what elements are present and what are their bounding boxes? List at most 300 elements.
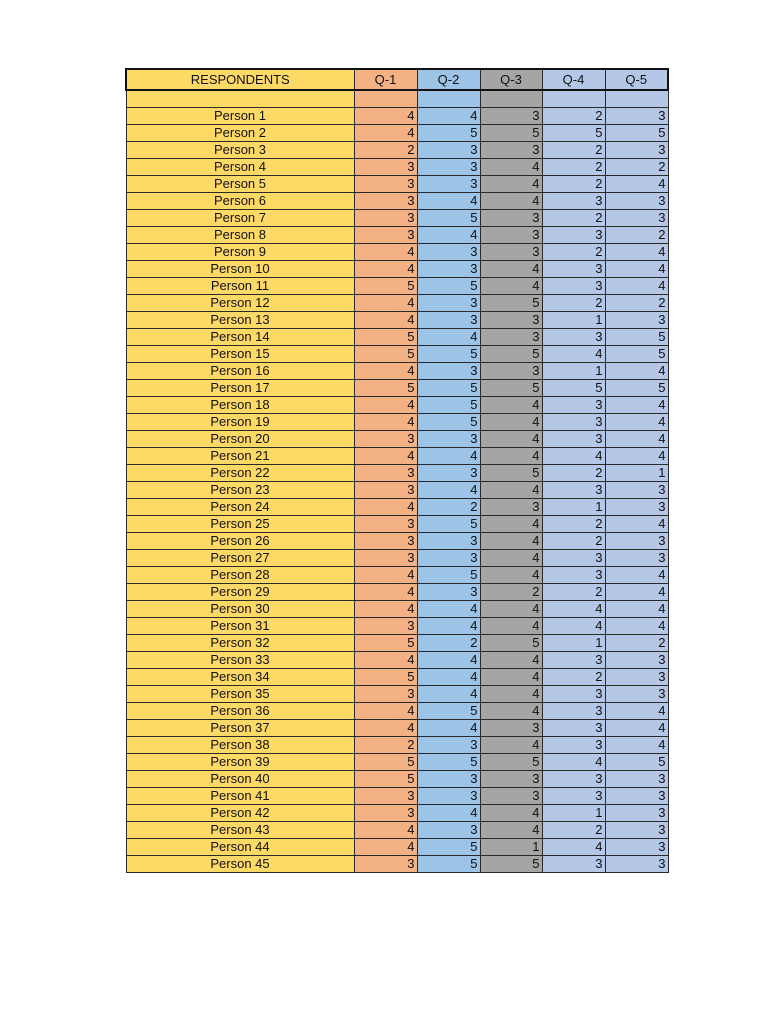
q4-score-cell[interactable]: 1 bbox=[542, 311, 605, 328]
respondent-name-cell[interactable]: Person 1 bbox=[126, 107, 354, 124]
q5-score-cell[interactable]: 2 bbox=[605, 226, 668, 243]
q2-score-cell[interactable]: 3 bbox=[417, 294, 480, 311]
respondent-name-cell[interactable]: Person 30 bbox=[126, 600, 354, 617]
respondent-name-cell[interactable]: Person 12 bbox=[126, 294, 354, 311]
q3-score-cell[interactable]: 4 bbox=[480, 702, 542, 719]
q5-score-cell[interactable]: 3 bbox=[605, 855, 668, 872]
q2-score-cell[interactable]: 3 bbox=[417, 464, 480, 481]
q2-score-cell[interactable]: 3 bbox=[417, 549, 480, 566]
q4-score-cell[interactable]: 3 bbox=[542, 685, 605, 702]
q5-score-cell[interactable]: 4 bbox=[605, 175, 668, 192]
table-row bbox=[126, 736, 668, 753]
respondent-name-cell[interactable]: Person 33 bbox=[126, 651, 354, 668]
q2-score-cell[interactable]: 2 bbox=[417, 498, 480, 515]
q2-score-cell[interactable]: 4 bbox=[417, 226, 480, 243]
respondent-name-cell[interactable]: Person 20 bbox=[126, 430, 354, 447]
q1-score-cell[interactable]: 3 bbox=[354, 430, 417, 447]
q1-score-cell[interactable]: 4 bbox=[354, 498, 417, 515]
q3-score-cell[interactable]: 4 bbox=[480, 566, 542, 583]
q4-score-cell[interactable]: 3 bbox=[542, 328, 605, 345]
q1-score-cell[interactable]: 5 bbox=[354, 634, 417, 651]
respondent-name-cell[interactable]: Person 36 bbox=[126, 702, 354, 719]
q1-score-cell[interactable]: 5 bbox=[354, 770, 417, 787]
q1-score-cell[interactable]: 5 bbox=[354, 753, 417, 770]
q2-score-cell[interactable]: 3 bbox=[417, 158, 480, 175]
q3-score-cell[interactable]: 5 bbox=[480, 855, 542, 872]
q5-score-cell[interactable]: 3 bbox=[605, 685, 668, 702]
q2-score-cell[interactable]: 5 bbox=[417, 838, 480, 855]
q1-score-cell[interactable]: 2 bbox=[354, 736, 417, 753]
q3-score-cell[interactable]: 4 bbox=[480, 396, 542, 413]
respondent-name-cell[interactable]: Person 35 bbox=[126, 685, 354, 702]
q1-score-cell[interactable]: 4 bbox=[354, 821, 417, 838]
q2-score-cell[interactable]: 3 bbox=[417, 141, 480, 158]
q4-score-cell[interactable]: 4 bbox=[542, 617, 605, 634]
q1-score-cell[interactable]: 3 bbox=[354, 192, 417, 209]
respondent-name-cell[interactable]: Person 15 bbox=[126, 345, 354, 362]
q4-score-cell[interactable]: 2 bbox=[542, 668, 605, 685]
respondent-name-cell[interactable]: Person 28 bbox=[126, 566, 354, 583]
q1-score-cell[interactable]: 4 bbox=[354, 260, 417, 277]
q5-score-cell[interactable]: 4 bbox=[605, 617, 668, 634]
respondent-name-cell[interactable]: Person 17 bbox=[126, 379, 354, 396]
q2-score-cell[interactable]: 5 bbox=[417, 124, 480, 141]
q4-score-cell[interactable]: 2 bbox=[542, 158, 605, 175]
q4-score-cell[interactable]: 4 bbox=[542, 600, 605, 617]
q1-score-cell[interactable]: 3 bbox=[354, 226, 417, 243]
q2-score-cell[interactable]: 5 bbox=[417, 277, 480, 294]
q2-score-cell[interactable]: 3 bbox=[417, 821, 480, 838]
q5-score-cell[interactable]: 4 bbox=[605, 260, 668, 277]
q5-score-cell[interactable]: 4 bbox=[605, 736, 668, 753]
q2-score-cell[interactable]: 4 bbox=[417, 328, 480, 345]
q5-score-cell[interactable]: 2 bbox=[605, 294, 668, 311]
q2-score-cell[interactable]: 4 bbox=[417, 481, 480, 498]
q1-score-cell[interactable]: 3 bbox=[354, 532, 417, 549]
q5-score-cell[interactable]: 3 bbox=[605, 804, 668, 821]
q1-score-cell[interactable]: 3 bbox=[354, 855, 417, 872]
respondent-name-cell[interactable]: Person 34 bbox=[126, 668, 354, 685]
q3-score-cell[interactable]: 5 bbox=[480, 124, 542, 141]
q5-score-cell[interactable]: 3 bbox=[605, 498, 668, 515]
q4-score-cell[interactable]: 3 bbox=[542, 226, 605, 243]
q3-score-cell[interactable]: 4 bbox=[480, 821, 542, 838]
respondent-name-cell[interactable]: Person 9 bbox=[126, 243, 354, 260]
q5-score-cell[interactable]: 5 bbox=[605, 345, 668, 362]
q3-score-cell[interactable]: 4 bbox=[480, 532, 542, 549]
q5-score-cell[interactable]: 5 bbox=[605, 379, 668, 396]
q2-score-cell[interactable]: 3 bbox=[417, 430, 480, 447]
respondent-name-cell[interactable]: Person 26 bbox=[126, 532, 354, 549]
q5-score-cell[interactable]: 5 bbox=[605, 124, 668, 141]
table-row bbox=[126, 379, 668, 396]
header-q1[interactable]: Q-1 bbox=[354, 69, 417, 90]
respondent-name-cell[interactable]: Person 7 bbox=[126, 209, 354, 226]
q1-score-cell[interactable]: 3 bbox=[354, 175, 417, 192]
q3-score-cell[interactable]: 5 bbox=[480, 294, 542, 311]
q2-score-cell[interactable]: 4 bbox=[417, 685, 480, 702]
q4-score-cell[interactable]: 2 bbox=[542, 294, 605, 311]
q1-score-cell[interactable]: 4 bbox=[354, 362, 417, 379]
q4-score-cell[interactable]: 3 bbox=[542, 396, 605, 413]
q3-score-cell[interactable]: 1 bbox=[480, 838, 542, 855]
q5-score-cell[interactable]: 3 bbox=[605, 770, 668, 787]
respondent-name-cell[interactable]: Person 11 bbox=[126, 277, 354, 294]
respondent-name-cell[interactable]: Person 39 bbox=[126, 753, 354, 770]
q2-score-cell[interactable]: 5 bbox=[417, 396, 480, 413]
respondent-name-cell[interactable]: Person 18 bbox=[126, 396, 354, 413]
q4-score-cell[interactable]: 3 bbox=[542, 260, 605, 277]
q3-score-cell[interactable]: 4 bbox=[480, 158, 542, 175]
table-row bbox=[126, 413, 668, 430]
q4-score-cell[interactable]: 4 bbox=[542, 838, 605, 855]
q3-score-cell[interactable]: 4 bbox=[480, 617, 542, 634]
blank-cell[interactable] bbox=[605, 90, 668, 107]
q5-score-cell[interactable]: 3 bbox=[605, 651, 668, 668]
header-q5[interactable]: Q-5 bbox=[605, 69, 668, 90]
q5-score-cell[interactable]: 5 bbox=[605, 753, 668, 770]
q1-score-cell[interactable]: 5 bbox=[354, 277, 417, 294]
q3-score-cell[interactable]: 3 bbox=[480, 328, 542, 345]
header-q4[interactable]: Q-4 bbox=[542, 69, 605, 90]
table-row bbox=[126, 430, 668, 447]
q2-score-cell[interactable]: 3 bbox=[417, 736, 480, 753]
q3-score-cell[interactable]: 4 bbox=[480, 413, 542, 430]
respondent-name-cell[interactable]: Person 14 bbox=[126, 328, 354, 345]
q2-score-cell[interactable]: 3 bbox=[417, 311, 480, 328]
q4-score-cell[interactable]: 3 bbox=[542, 736, 605, 753]
q1-score-cell[interactable]: 4 bbox=[354, 583, 417, 600]
q5-score-cell[interactable]: 4 bbox=[605, 447, 668, 464]
q1-score-cell[interactable]: 3 bbox=[354, 617, 417, 634]
q5-score-cell[interactable]: 3 bbox=[605, 481, 668, 498]
q5-score-cell[interactable]: 3 bbox=[605, 668, 668, 685]
respondent-name-cell[interactable]: Person 3 bbox=[126, 141, 354, 158]
q5-score-cell[interactable]: 2 bbox=[605, 634, 668, 651]
q5-score-cell[interactable]: 3 bbox=[605, 787, 668, 804]
q5-score-cell[interactable]: 3 bbox=[605, 209, 668, 226]
q3-score-cell[interactable]: 3 bbox=[480, 141, 542, 158]
q2-score-cell[interactable]: 5 bbox=[417, 515, 480, 532]
q4-score-cell[interactable]: 4 bbox=[542, 345, 605, 362]
respondent-name-cell[interactable]: Person 10 bbox=[126, 260, 354, 277]
q1-score-cell[interactable]: 3 bbox=[354, 549, 417, 566]
q1-score-cell[interactable]: 3 bbox=[354, 685, 417, 702]
q3-score-cell[interactable]: 4 bbox=[480, 651, 542, 668]
q4-score-cell[interactable]: 3 bbox=[542, 413, 605, 430]
q2-score-cell[interactable]: 4 bbox=[417, 600, 480, 617]
q4-score-cell[interactable]: 2 bbox=[542, 175, 605, 192]
respondent-name-cell[interactable]: Person 6 bbox=[126, 192, 354, 209]
q2-score-cell[interactable]: 3 bbox=[417, 532, 480, 549]
q1-score-cell[interactable]: 3 bbox=[354, 804, 417, 821]
q3-score-cell[interactable]: 4 bbox=[480, 192, 542, 209]
q1-score-cell[interactable]: 5 bbox=[354, 328, 417, 345]
q4-score-cell[interactable]: 3 bbox=[542, 192, 605, 209]
q4-score-cell[interactable]: 2 bbox=[542, 464, 605, 481]
q1-score-cell[interactable]: 3 bbox=[354, 787, 417, 804]
q3-score-cell[interactable]: 4 bbox=[480, 668, 542, 685]
q2-score-cell[interactable]: 3 bbox=[417, 260, 480, 277]
q3-score-cell[interactable]: 4 bbox=[480, 515, 542, 532]
q4-score-cell[interactable]: 5 bbox=[542, 379, 605, 396]
q4-score-cell[interactable]: 3 bbox=[542, 855, 605, 872]
q4-score-cell[interactable]: 1 bbox=[542, 634, 605, 651]
q3-score-cell[interactable]: 2 bbox=[480, 583, 542, 600]
q4-score-cell[interactable]: 1 bbox=[542, 498, 605, 515]
q1-score-cell[interactable]: 4 bbox=[354, 294, 417, 311]
respondent-name-cell[interactable]: Person 45 bbox=[126, 855, 354, 872]
q4-score-cell[interactable]: 3 bbox=[542, 430, 605, 447]
q5-score-cell[interactable]: 1 bbox=[605, 464, 668, 481]
q2-score-cell[interactable]: 5 bbox=[417, 702, 480, 719]
q4-score-cell[interactable]: 3 bbox=[542, 549, 605, 566]
table-row bbox=[126, 753, 668, 770]
q5-score-cell[interactable]: 4 bbox=[605, 719, 668, 736]
q2-score-cell[interactable]: 4 bbox=[417, 651, 480, 668]
q4-score-cell[interactable]: 2 bbox=[542, 141, 605, 158]
q2-score-cell[interactable]: 4 bbox=[417, 107, 480, 124]
q5-score-cell[interactable]: 3 bbox=[605, 192, 668, 209]
respondent-name-cell[interactable]: Person 4 bbox=[126, 158, 354, 175]
q4-score-cell[interactable]: 3 bbox=[542, 702, 605, 719]
q4-score-cell[interactable]: 2 bbox=[542, 243, 605, 260]
blank-cell[interactable] bbox=[354, 90, 417, 107]
q3-score-cell[interactable]: 5 bbox=[480, 345, 542, 362]
q2-score-cell[interactable]: 3 bbox=[417, 770, 480, 787]
q3-score-cell[interactable]: 5 bbox=[480, 753, 542, 770]
blank-cell[interactable] bbox=[417, 90, 480, 107]
q2-score-cell[interactable]: 4 bbox=[417, 719, 480, 736]
q2-score-cell[interactable]: 5 bbox=[417, 413, 480, 430]
table-row bbox=[126, 838, 668, 855]
q4-score-cell[interactable]: 2 bbox=[542, 209, 605, 226]
respondent-name-cell[interactable]: Person 13 bbox=[126, 311, 354, 328]
q3-score-cell[interactable]: 4 bbox=[480, 277, 542, 294]
q1-score-cell[interactable]: 4 bbox=[354, 566, 417, 583]
q5-score-cell[interactable]: 3 bbox=[605, 549, 668, 566]
q5-score-cell[interactable]: 4 bbox=[605, 396, 668, 413]
q2-score-cell[interactable]: 3 bbox=[417, 362, 480, 379]
q5-score-cell[interactable]: 4 bbox=[605, 600, 668, 617]
table-row bbox=[126, 804, 668, 821]
respondent-name-cell[interactable]: Person 5 bbox=[126, 175, 354, 192]
table-row bbox=[126, 855, 668, 872]
q1-score-cell[interactable]: 3 bbox=[354, 481, 417, 498]
q5-score-cell[interactable]: 5 bbox=[605, 328, 668, 345]
table-row bbox=[126, 107, 668, 124]
blank-cell[interactable] bbox=[126, 90, 354, 107]
q3-score-cell[interactable]: 4 bbox=[480, 260, 542, 277]
respondent-name-cell[interactable]: Person 31 bbox=[126, 617, 354, 634]
q5-score-cell[interactable]: 4 bbox=[605, 515, 668, 532]
q1-score-cell[interactable]: 4 bbox=[354, 107, 417, 124]
q1-score-cell[interactable]: 3 bbox=[354, 464, 417, 481]
header-respondents[interactable]: RESPONDENTS bbox=[126, 69, 354, 90]
q3-score-cell[interactable]: 4 bbox=[480, 685, 542, 702]
q4-score-cell[interactable]: 4 bbox=[542, 753, 605, 770]
respondent-name-cell[interactable]: Person 2 bbox=[126, 124, 354, 141]
respondent-name-cell[interactable]: Person 43 bbox=[126, 821, 354, 838]
q4-score-cell[interactable]: 1 bbox=[542, 804, 605, 821]
q3-score-cell[interactable]: 5 bbox=[480, 464, 542, 481]
q3-score-cell[interactable]: 3 bbox=[480, 498, 542, 515]
q1-score-cell[interactable]: 4 bbox=[354, 702, 417, 719]
q4-score-cell[interactable]: 3 bbox=[542, 651, 605, 668]
respondent-name-cell[interactable]: Person 32 bbox=[126, 634, 354, 651]
respondent-name-cell[interactable]: Person 16 bbox=[126, 362, 354, 379]
q5-score-cell[interactable]: 3 bbox=[605, 532, 668, 549]
q1-score-cell[interactable]: 4 bbox=[354, 396, 417, 413]
q5-score-cell[interactable]: 3 bbox=[605, 838, 668, 855]
q1-score-cell[interactable]: 4 bbox=[354, 243, 417, 260]
q2-score-cell[interactable]: 2 bbox=[417, 634, 480, 651]
q3-score-cell[interactable]: 4 bbox=[480, 736, 542, 753]
q4-score-cell[interactable]: 3 bbox=[542, 719, 605, 736]
q2-score-cell[interactable]: 3 bbox=[417, 787, 480, 804]
blank-cell[interactable] bbox=[542, 90, 605, 107]
q4-score-cell[interactable]: 4 bbox=[542, 447, 605, 464]
table-row bbox=[126, 294, 668, 311]
respondent-name-cell[interactable]: Person 38 bbox=[126, 736, 354, 753]
respondent-name-cell[interactable]: Person 23 bbox=[126, 481, 354, 498]
q5-score-cell[interactable]: 4 bbox=[605, 362, 668, 379]
q5-score-cell[interactable]: 2 bbox=[605, 158, 668, 175]
q3-score-cell[interactable]: 3 bbox=[480, 362, 542, 379]
q2-score-cell[interactable]: 4 bbox=[417, 804, 480, 821]
q4-score-cell[interactable]: 2 bbox=[542, 583, 605, 600]
blank-cell[interactable] bbox=[480, 90, 542, 107]
q3-score-cell[interactable]: 4 bbox=[480, 804, 542, 821]
respondent-name-cell[interactable]: Person 21 bbox=[126, 447, 354, 464]
q3-score-cell[interactable]: 3 bbox=[480, 243, 542, 260]
q4-score-cell[interactable]: 2 bbox=[542, 107, 605, 124]
respondent-name-cell[interactable]: Person 19 bbox=[126, 413, 354, 430]
q5-score-cell[interactable]: 3 bbox=[605, 107, 668, 124]
q5-score-cell[interactable]: 3 bbox=[605, 311, 668, 328]
q4-score-cell[interactable]: 2 bbox=[542, 515, 605, 532]
q5-score-cell[interactable]: 4 bbox=[605, 702, 668, 719]
q3-score-cell[interactable]: 4 bbox=[480, 430, 542, 447]
table-row bbox=[126, 209, 668, 226]
q3-score-cell[interactable]: 4 bbox=[480, 549, 542, 566]
q1-score-cell[interactable]: 4 bbox=[354, 124, 417, 141]
table-row bbox=[126, 328, 668, 345]
q1-score-cell[interactable]: 4 bbox=[354, 447, 417, 464]
q3-score-cell[interactable]: 5 bbox=[480, 634, 542, 651]
q1-score-cell[interactable]: 2 bbox=[354, 141, 417, 158]
q4-score-cell[interactable]: 3 bbox=[542, 277, 605, 294]
q3-score-cell[interactable]: 3 bbox=[480, 311, 542, 328]
respondent-name-cell[interactable]: Person 22 bbox=[126, 464, 354, 481]
table-row bbox=[126, 821, 668, 838]
table-row bbox=[126, 226, 668, 243]
q3-score-cell[interactable]: 3 bbox=[480, 226, 542, 243]
q3-score-cell[interactable]: 4 bbox=[480, 481, 542, 498]
q2-score-cell[interactable]: 4 bbox=[417, 192, 480, 209]
q4-score-cell[interactable]: 3 bbox=[542, 770, 605, 787]
respondent-name-cell[interactable]: Person 44 bbox=[126, 838, 354, 855]
header-q2[interactable]: Q-2 bbox=[417, 69, 480, 90]
respondent-name-cell[interactable]: Person 27 bbox=[126, 549, 354, 566]
q2-score-cell[interactable]: 5 bbox=[417, 345, 480, 362]
q2-score-cell[interactable]: 3 bbox=[417, 243, 480, 260]
q1-score-cell[interactable]: 4 bbox=[354, 838, 417, 855]
q4-score-cell[interactable]: 5 bbox=[542, 124, 605, 141]
q1-score-cell[interactable]: 5 bbox=[354, 379, 417, 396]
q1-score-cell[interactable]: 4 bbox=[354, 719, 417, 736]
respondent-name-cell[interactable]: Person 29 bbox=[126, 583, 354, 600]
q1-score-cell[interactable]: 5 bbox=[354, 668, 417, 685]
q5-score-cell[interactable]: 3 bbox=[605, 141, 668, 158]
q3-score-cell[interactable]: 3 bbox=[480, 719, 542, 736]
q2-score-cell[interactable]: 3 bbox=[417, 175, 480, 192]
q5-score-cell[interactable]: 4 bbox=[605, 277, 668, 294]
q1-score-cell[interactable]: 3 bbox=[354, 209, 417, 226]
q1-score-cell[interactable]: 4 bbox=[354, 600, 417, 617]
q2-score-cell[interactable]: 3 bbox=[417, 583, 480, 600]
q1-score-cell[interactable]: 4 bbox=[354, 651, 417, 668]
respondent-name-cell[interactable]: Person 41 bbox=[126, 787, 354, 804]
q4-score-cell[interactable]: 3 bbox=[542, 787, 605, 804]
respondent-name-cell[interactable]: Person 25 bbox=[126, 515, 354, 532]
q2-score-cell[interactable]: 5 bbox=[417, 753, 480, 770]
q2-score-cell[interactable]: 4 bbox=[417, 668, 480, 685]
q5-score-cell[interactable]: 4 bbox=[605, 566, 668, 583]
q2-score-cell[interactable]: 4 bbox=[417, 447, 480, 464]
q2-score-cell[interactable]: 5 bbox=[417, 379, 480, 396]
q3-score-cell[interactable]: 3 bbox=[480, 787, 542, 804]
respondent-name-cell[interactable]: Person 37 bbox=[126, 719, 354, 736]
q5-score-cell[interactable]: 4 bbox=[605, 430, 668, 447]
q4-score-cell[interactable]: 3 bbox=[542, 566, 605, 583]
respondent-name-cell[interactable]: Person 8 bbox=[126, 226, 354, 243]
respondent-name-cell[interactable]: Person 40 bbox=[126, 770, 354, 787]
q4-score-cell[interactable]: 1 bbox=[542, 362, 605, 379]
q1-score-cell[interactable]: 4 bbox=[354, 311, 417, 328]
q1-score-cell[interactable]: 4 bbox=[354, 413, 417, 430]
q3-score-cell[interactable]: 3 bbox=[480, 770, 542, 787]
q2-score-cell[interactable]: 5 bbox=[417, 566, 480, 583]
q5-score-cell[interactable]: 4 bbox=[605, 583, 668, 600]
q4-score-cell[interactable]: 2 bbox=[542, 532, 605, 549]
q1-score-cell[interactable]: 5 bbox=[354, 345, 417, 362]
q2-score-cell[interactable]: 5 bbox=[417, 209, 480, 226]
respondent-name-cell[interactable]: Person 24 bbox=[126, 498, 354, 515]
q3-score-cell[interactable]: 5 bbox=[480, 379, 542, 396]
table-row bbox=[126, 396, 668, 413]
q3-score-cell[interactable]: 3 bbox=[480, 209, 542, 226]
q2-score-cell[interactable]: 4 bbox=[417, 617, 480, 634]
q5-score-cell[interactable]: 4 bbox=[605, 413, 668, 430]
q4-score-cell[interactable]: 2 bbox=[542, 821, 605, 838]
respondent-name-cell[interactable]: Person 42 bbox=[126, 804, 354, 821]
q5-score-cell[interactable]: 3 bbox=[605, 821, 668, 838]
q4-score-cell[interactable]: 3 bbox=[542, 481, 605, 498]
table-row bbox=[126, 464, 668, 481]
table-body bbox=[126, 90, 668, 872]
q1-score-cell[interactable]: 3 bbox=[354, 158, 417, 175]
q1-score-cell[interactable]: 3 bbox=[354, 515, 417, 532]
table-row bbox=[126, 719, 668, 736]
q5-score-cell[interactable]: 4 bbox=[605, 243, 668, 260]
q2-score-cell[interactable]: 5 bbox=[417, 855, 480, 872]
q3-score-cell[interactable]: 4 bbox=[480, 600, 542, 617]
header-q3[interactable]: Q-3 bbox=[480, 69, 542, 90]
q3-score-cell[interactable]: 4 bbox=[480, 175, 542, 192]
q3-score-cell[interactable]: 3 bbox=[480, 107, 542, 124]
q3-score-cell[interactable]: 4 bbox=[480, 447, 542, 464]
